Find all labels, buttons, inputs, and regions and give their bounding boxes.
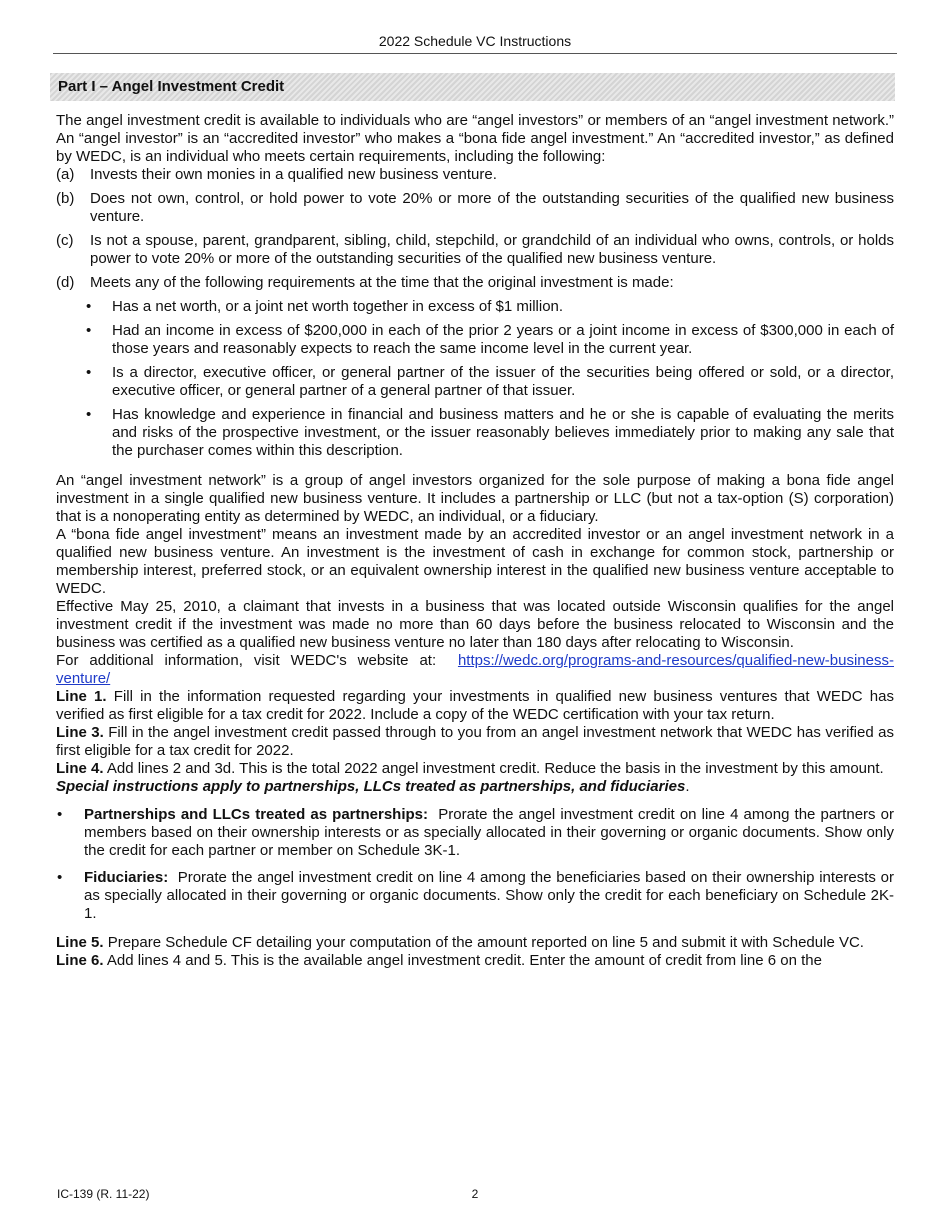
special-instructions-heading: Special instructions apply to partnerships, LLCs treated as partnerships, and fiduciaries.	[56, 778, 690, 795]
requirement-text: Is not a spouse, parent, grandparent, sibling, child, stepchild, or grandchild of an individual who owns, controls, or holds power to vote 20% or more of the outstanding securities of the qualified new business venture.	[90, 232, 894, 267]
requirement-text: Does not own, control, or hold power to vote 20% or more of the outstanding securities of the qualified new business venture.	[90, 190, 894, 225]
special-instructions-list	[56, 806, 894, 923]
bullet-icon: •	[86, 298, 92, 315]
list-item	[57, 806, 894, 860]
wedc-website-link[interactable]: https://wedc.org/programs-and-resources/qualified-new-business-venture/	[56, 652, 894, 687]
additional-info-paragraph	[56, 652, 894, 688]
line-6-instructions	[56, 952, 894, 970]
list-item	[86, 322, 894, 358]
requirement-d-bullets	[56, 298, 894, 460]
bullet-text: Has a net worth, or a joint net worth together in excess of $1 million.	[112, 298, 564, 315]
line-label: Line 6.	[56, 952, 104, 969]
line-text: Fill in the angel investment credit passed through to you from an angel investment network that WEDC has verified as first eligible for a tax credit for 2022.	[56, 724, 894, 759]
line-text: Fill in the information requested regarding your investments in qualified new business ventures that WEDC has verified as first eligible for a tax credit for 2022. Include a copy of the WEDC certification with your tax return.	[56, 688, 894, 723]
bullet-text: Has knowledge and experience in financial and business matters and he or she is capable of evaluating the merits and risks of the prospective investment, or the issuer reasonably believes immediately prior to making any sale that the purchaser comes within this description.	[112, 406, 894, 459]
requirement-c	[56, 232, 894, 268]
bona-fide-paragraph: A “bona fide angel investment” means an investment made by an accredited investor or an angel investment network in a qualified new business venture. An investment is the investment of cash in exchange for common stock, partnership or membership interest, preferred stock, or an equivalent ownership interest in the qualified new business venture acceptable to WEDC.	[56, 526, 894, 597]
bullet-text: Is a director, executive officer, or general partner of the issuer of the securities being offered or sold, or a director, executive officer, or general partner of a general partner of that issuer.	[112, 364, 894, 399]
intro-paragraph: The angel investment credit is available to individuals who are “angel investors” or members of an “angel investment network.” An “angel investor” is an “accredited investor” who makes a “bona fide angel investment.” An “accredited investor,” as defined by WEDC, is an individual who meets certain requirements, including the following:	[56, 112, 894, 165]
line-5-instructions	[56, 934, 894, 952]
effective-date-paragraph: Effective May 25, 2010, a claimant that invests in a business that was located outside Wisconsin qualifies for the angel investment credit if the investment was made no more than 60 days before the business relocated to Wisconsin and the business was certified as a qualified new business venture no later than 180 days after relocating to Wisconsin.	[56, 598, 894, 651]
page-number: 2	[471, 1187, 479, 1201]
header-divider	[53, 53, 897, 54]
line-4-instructions	[56, 760, 894, 778]
line-label: Line 4.	[56, 760, 104, 777]
bullet-icon: •	[86, 364, 92, 381]
line-label: Line 3.	[56, 724, 104, 741]
requirement-label: (b)	[56, 190, 75, 207]
list-item	[86, 406, 894, 460]
line-1-instructions	[56, 688, 894, 724]
line-text: Add lines 4 and 5. This is the available angel investment credit. Enter the amount of credit from line 6 on the	[106, 952, 822, 969]
bullet-icon: •	[57, 806, 63, 823]
requirement-label: (d)	[56, 274, 75, 291]
network-paragraph: An “angel investment network” is a group of angel investors organized for the sole purpose of making a bona fide angel investment in a single qualified new business venture. It includes a partnership or LLC (but not a tax-option (S) corporation) that is a nonoperating entity as determined by WEDC, an individual, or a fiduciary.	[56, 472, 894, 525]
bullet-icon: •	[86, 322, 92, 339]
requirement-label: (c)	[56, 232, 74, 249]
form-number: IC-139 (R. 11-22)	[57, 1187, 150, 1201]
list-item	[86, 364, 894, 400]
special-item-label: Fiduciaries:	[84, 869, 169, 886]
line-text: Prepare Schedule CF detailing your computation of the amount reported on line 5 and submit it with Schedule VC.	[107, 934, 864, 951]
bullet-icon: •	[86, 406, 92, 423]
special-item-label: Partnerships and LLCs treated as partnerships:	[84, 806, 429, 823]
requirement-b	[56, 190, 894, 226]
list-item	[57, 869, 894, 923]
special-item-text: Prorate the angel investment credit on line 4 among the partners or members based on their ownership interests or as specially allocated in their governing or organic documents. Show only the credit for each partner or member on Schedule 3K-1.	[84, 806, 894, 859]
special-item-text: Prorate the angel investment credit on line 4 among the beneficiaries based on their ownership interests or as specially allocated in their governing or organic documents. Show only the credit for each beneficiary on Schedule 2K-1.	[84, 869, 894, 922]
bullet-text: Had an income in excess of $200,000 in each of the prior 2 years or a joint income in excess of $300,000 in each of those years and reasonably expects to reach the same income level in the current year.	[112, 322, 894, 357]
requirement-a	[56, 166, 894, 184]
requirement-text: Meets any of the following requirements at the time that the original investment is made:	[90, 274, 674, 291]
line-text: Add lines 2 and 3d. This is the total 2022 angel investment credit. Reduce the basis in the investment by this amount.	[106, 760, 884, 777]
requirement-d	[56, 274, 894, 292]
line-label: Line 5.	[56, 934, 104, 951]
page-header: 2022 Schedule VC Instructions	[378, 33, 572, 49]
bullet-icon: •	[57, 869, 63, 886]
line-label: Line 1.	[56, 688, 107, 705]
requirement-label: (a)	[56, 166, 75, 183]
list-item	[86, 298, 894, 316]
requirement-text: Invests their own monies in a qualified new business venture.	[90, 166, 497, 183]
section-title: Part I – Angel Investment Credit	[50, 73, 895, 101]
additional-info-text: For additional information, visit WEDC's website at:	[56, 652, 437, 669]
document-body	[56, 112, 894, 970]
line-3-instructions	[56, 724, 894, 760]
